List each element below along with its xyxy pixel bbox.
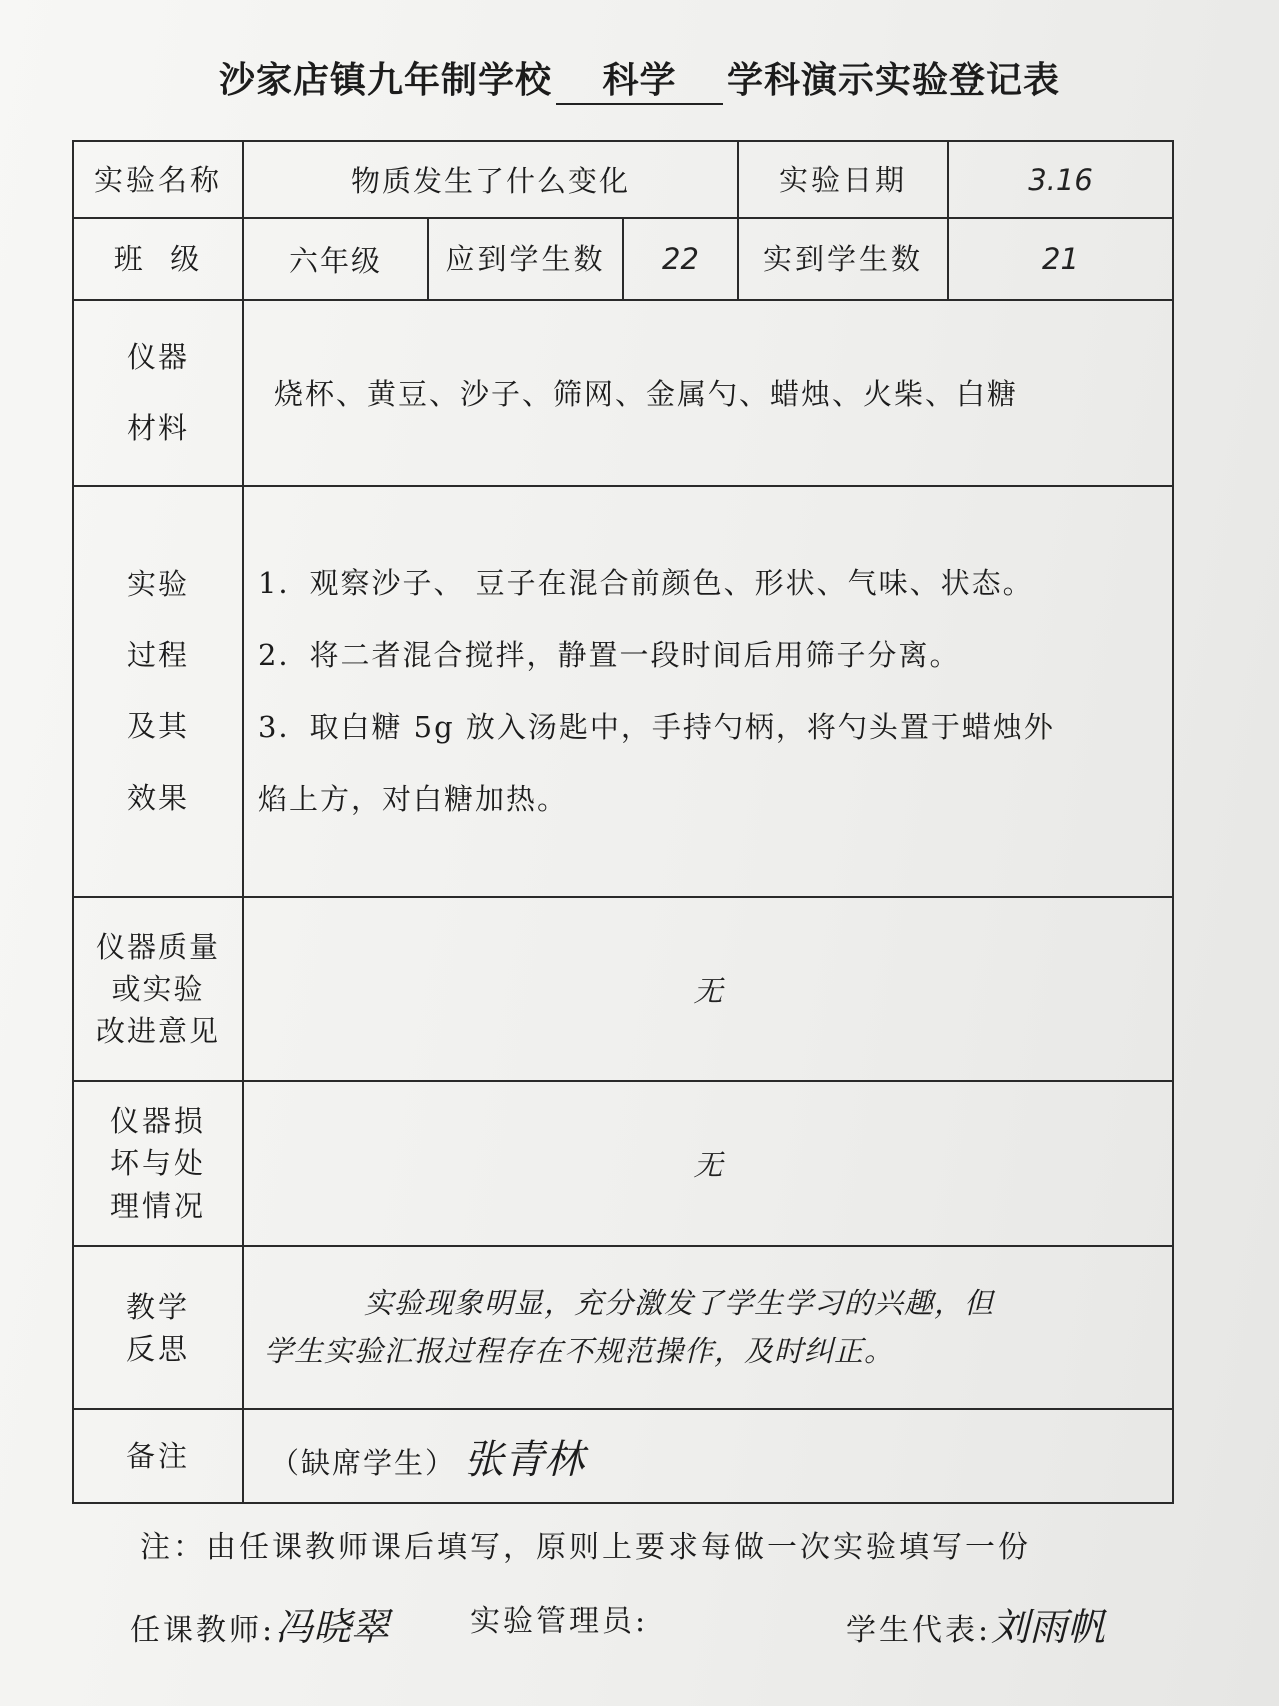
teacher-signature	[130, 1596, 389, 1651]
subject-name: 科学	[556, 52, 723, 105]
row-class-students	[73, 218, 1173, 300]
class-value: 六年级	[243, 218, 428, 300]
process-label-line: 实验	[126, 567, 189, 602]
process-step: 1．观察沙子、 豆子在混合前颜色、形状、气味、状态。	[258, 566, 1034, 601]
experiment-name-label: 实验名称	[73, 141, 243, 218]
remarks-value: 张青林	[464, 1436, 585, 1483]
experiment-date-label: 实验日期	[738, 141, 948, 218]
reflection-content	[243, 1246, 1173, 1409]
row-name-date	[73, 141, 1173, 218]
process-step: 3．取白糖 5g 放入汤匙中，手持勺柄，将勺头置于蜡烛外	[258, 710, 1055, 745]
process-step: 2．将二者混合搅拌，静置一段时间后用筛子分离。	[258, 638, 961, 673]
damage-label-line: 理情况	[109, 1188, 206, 1223]
quality-label-line: 或实验	[111, 972, 205, 1007]
admin-label: 实验管理员:	[470, 1604, 649, 1639]
materials-value: 烧杯、黄豆、沙子、筛网、金属勺、蜡烛、火柴、白糖	[243, 300, 1173, 486]
footnote: 注：由任课教师课后填写，原则上要求每做一次实验填写一份	[140, 1530, 1031, 1565]
class-label: 班 级	[73, 218, 243, 300]
admin-signature	[470, 1596, 648, 1640]
materials-label	[73, 300, 243, 486]
reflection-line: 学生实验汇报过程存在不规范操作，及时纠正。	[264, 1333, 895, 1368]
expected-students-value: 22	[623, 218, 738, 300]
teacher-sign: 冯晓翠	[275, 1605, 390, 1649]
quality-label-line: 改进意见	[95, 1014, 220, 1049]
damage-value: 无	[243, 1081, 1173, 1246]
quality-label	[73, 897, 243, 1081]
damage-label-line: 坏与处	[109, 1146, 206, 1181]
damage-label	[73, 1081, 243, 1246]
remarks-label: 备注	[73, 1409, 243, 1503]
student-rep-sign: 刘雨帆	[991, 1605, 1106, 1649]
remarks-prefix: （缺席学生）	[270, 1445, 457, 1480]
row-damage	[73, 1081, 1173, 1246]
actual-students-value: 21	[948, 218, 1173, 300]
form-name: 学科演示实验登记表	[727, 60, 1061, 101]
process-label-line: 过程	[126, 638, 189, 673]
row-quality	[73, 897, 1173, 1081]
reflection-label-line: 反思	[125, 1331, 190, 1366]
row-materials	[73, 300, 1173, 486]
materials-label-line: 材料	[126, 410, 189, 445]
student-rep-label: 学生代表:	[846, 1613, 992, 1648]
school-name: 沙家店镇九年制学校	[218, 60, 552, 101]
teacher-label: 任课教师:	[130, 1613, 276, 1648]
reflection-label-line: 教学	[125, 1289, 190, 1324]
page-title	[0, 52, 1279, 105]
process-steps	[258, 547, 1162, 835]
materials-label-line: 仪器	[126, 339, 189, 374]
process-content	[243, 486, 1173, 898]
reflection-line: 实验现象明显，充分激发了学生学习的兴趣，但	[364, 1285, 995, 1320]
experiment-record-table	[72, 140, 1174, 1504]
experiment-name-value: 物质发生了什么变化	[243, 141, 738, 218]
row-process	[73, 486, 1173, 898]
damage-label-line: 仪器损	[109, 1104, 206, 1139]
process-label	[73, 486, 243, 898]
process-step: 焰上方，对白糖加热。	[258, 782, 569, 817]
row-remarks	[73, 1409, 1173, 1503]
actual-students-label: 实到学生数	[738, 218, 948, 300]
process-label-line: 效果	[126, 780, 189, 815]
process-label-line: 及其	[126, 709, 189, 744]
expected-students-label: 应到学生数	[428, 218, 623, 300]
experiment-date-value: 3.16	[948, 141, 1173, 218]
reflection-label	[73, 1246, 243, 1409]
remarks-content	[243, 1409, 1173, 1503]
student-rep-signature	[846, 1596, 1105, 1651]
quality-value: 无	[243, 897, 1173, 1081]
row-reflection	[73, 1246, 1173, 1409]
quality-label-line: 仪器质量	[95, 930, 220, 965]
